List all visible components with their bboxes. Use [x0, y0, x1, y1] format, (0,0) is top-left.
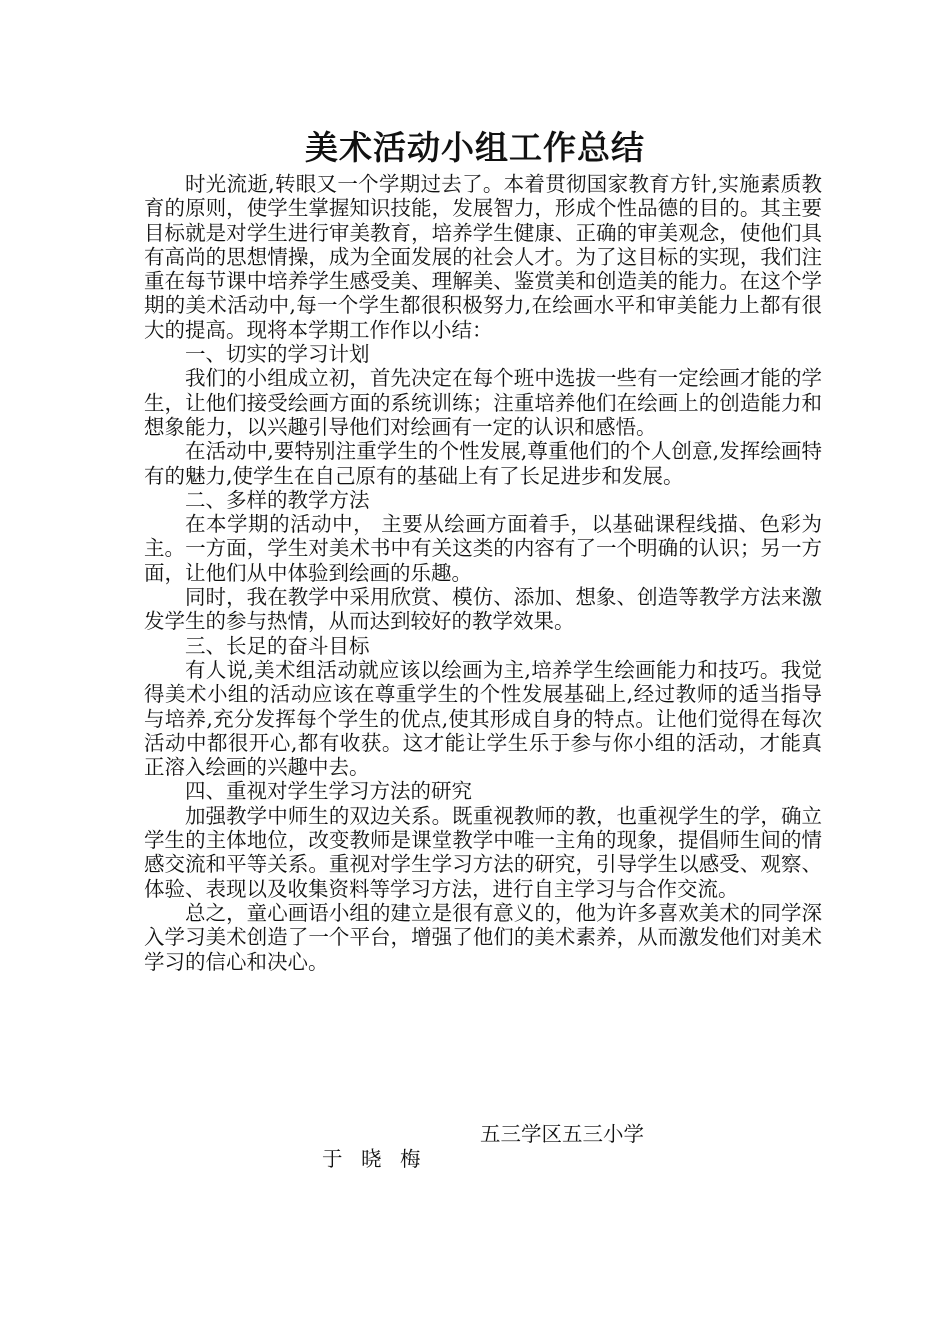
paragraph-conclusion: 总之，童心画语小组的建立是很有意义的，他为许多喜欢美术的同学深入学习美术创造了一个平台，增强了他们的美术素养，从而激发他们对美术学习的信心和决心。: [144, 900, 822, 974]
signature-name: 于 晓 梅: [322, 1147, 427, 1171]
paragraph: 在活动中,要特别注重学生的个性发展,尊重他们的个人创意,发挥绘画特有的魅力,使学生在自己原有的基础上有了长足进步和发展。: [144, 439, 822, 488]
document-title: 美术活动小组工作总结: [305, 128, 645, 167]
paragraph: 同时，我在教学中采用欣赏、模仿、添加、想象、创造等教学方法来激发学生的参与热情，从而达到较好的教学效果。: [144, 585, 822, 634]
paragraph: 在本学期的活动中， 主要从绘画方面着手，以基础课程线描、色彩为主。一方面，学生对美术书中有关这类的内容有了一个明确的认识；另一方面，让他们从中体验到绘画的乐趣。: [144, 512, 822, 585]
paragraph: 有人说,美术组活动就应该以绘画为主,培养学生绘画能力和技巧。我觉得美术小组的活动应该在尊重学生的个性发展基础上,经过教师的适当指导与培养,充分发挥每个学生的优点,使其形成自身的特点。让他们觉得在每次活动中都很开心,都有收获。这才能让学生乐于参与你小组的活动，才能真正溶入绘画的兴趣中去。: [144, 657, 822, 780]
paragraph: 加强教学中师生的双边关系。既重视教师的教，也重视学生的学，确立学生的主体地位，改变教师是课堂教学中唯一主角的现象，提倡师生间的情感交流和平等关系。重视对学生学习方法的研究，引导学生以感受、观察、体验、表现以及收集资料等学习方法，进行自主学习与合作交流。: [144, 803, 822, 901]
paragraph-intro: 时光流逝,转眼又一个学期过去了。本着贯彻国家教育方针,实施素质教育的原则，使学生掌握知识技能，发展智力，形成个性品德的目的。其主要目标就是对学生进行审美教育，培养学生健康、正确的审美观念，使他们具有高尚的思想情操，成为全面发展的社会人才。为了这目标的实现，我们注重在每节课中培养学生感受美、理解美、鉴赏美和创造美的能力。在这个学期的美术活动中,每一个学生都很积极努力,在绘画水平和审美能力上都有很大的提高。现将本学期工作作以小结：: [144, 172, 822, 342]
paragraph: 我们的小组成立初，首先决定在每个班中选拔一些有一定绘画才能的学生，让他们接受绘画方面的系统训练；注重培养他们在绘画上的创造能力和想象能力，以兴趣引导他们对绘画有一定的认识和感悟。: [144, 366, 822, 439]
document-body: [144, 172, 822, 974]
section-heading-3: 三、长足的奋斗目标: [185, 633, 370, 658]
signature-school: 五三学区五三小学: [480, 1122, 644, 1146]
section-heading-2: 二、多样的教学方法: [185, 487, 370, 512]
section-heading-1: 一、切实的学习计划: [185, 342, 370, 367]
section-heading-4: 四、重视对学生学习方法的研究: [185, 779, 472, 804]
